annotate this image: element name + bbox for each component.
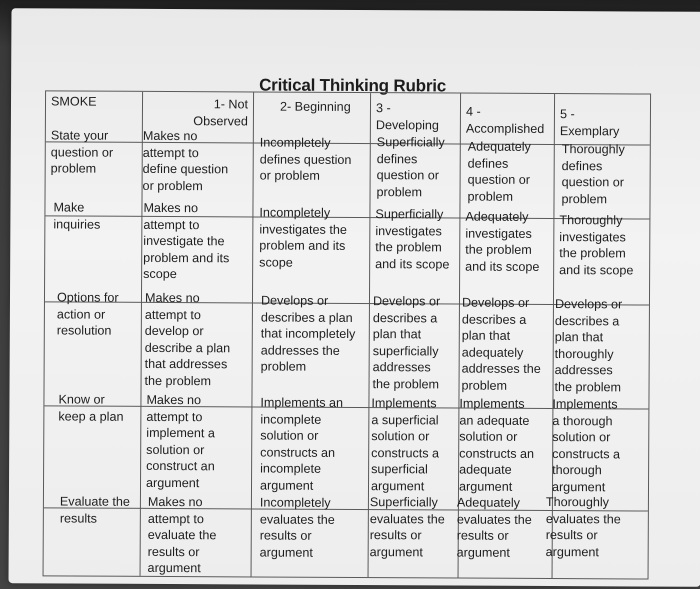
header-smoke: SMOKE — [50, 94, 97, 109]
row-label: Make inquiries — [53, 200, 101, 232]
table-frame — [43, 90, 652, 579]
row-cell: Incompletely evaluates the results or argument — [259, 495, 335, 560]
row-cell: Develops or describes a plan that incompletely addresses the problem — [260, 293, 356, 375]
row-cell: Makes no attempt to develop or describe a plan that addresses the problem — [144, 290, 231, 389]
row-cell: Superficially investigates the problem and its scope — [375, 207, 450, 272]
row-cell: Implements a thorough solution or constructs a thorough argument — [551, 397, 621, 495]
header-exemplary: 5 - Exemplary — [559, 107, 620, 138]
rubric-title: Critical Thinking Rubric — [259, 75, 447, 96]
row-cell: Implements an incomplete solution or constructs an incomplete argument — [259, 395, 344, 493]
row-cell: Adequately defines question or problem — [467, 139, 531, 204]
row-cell: Makes no attempt to define question or problem — [142, 128, 229, 193]
rubric-table — [43, 74, 652, 579]
row-cell: Makes no attempt to investigate the problem and its scope — [143, 200, 230, 282]
row-cell: Adequately evaluates the results or argument — [456, 495, 532, 560]
row-cell: Thoroughly investigates the problem and its scope — [559, 213, 634, 278]
header-not-observed: 1- Not Observed — [193, 97, 249, 129]
row-cell: Develops or describes a plan that superficially addresses the problem — [372, 294, 441, 392]
row-cell: Incompletely investigates the problem and its scope — [259, 205, 347, 270]
row-cell: Incompletely defines question or problem — [259, 135, 352, 183]
row-label: Options for action or resolution — [56, 290, 119, 338]
row-cell: Makes no attempt to evaluate the results or argument — [147, 494, 217, 576]
row-cell: Implements an adequate solution or constructs an adequate argument — [458, 396, 535, 494]
row-cell: Adequately investigates the problem and its scope — [465, 209, 540, 274]
row-cell: Thoroughly defines question or problem — [561, 142, 625, 207]
header-beginning: 2- Beginning — [279, 99, 351, 114]
header-developing: 3 - Developing — [375, 101, 439, 133]
row-cell: Superficially defines question or problem — [376, 135, 445, 200]
row-label: Evaluate the results — [59, 494, 130, 526]
row-cell: Develops or describes a plan that thoroughly addresses the problem — [554, 297, 623, 395]
row-label: State your question or problem — [50, 128, 114, 176]
col-divider — [251, 92, 255, 576]
row-cell: Thoroughly evaluates the results or argument — [545, 494, 621, 560]
row-cell: Implements a superficial solution or constructs a superficial argument — [370, 396, 440, 494]
row-label: Know or keep a plan — [58, 392, 124, 424]
header-accomplished: 4 - Accomplished — [465, 104, 545, 136]
row-cell: Makes no attempt to implement a solution or construct an argument — [145, 392, 215, 491]
row-cell: Superficially evaluates the results or argument — [369, 495, 445, 560]
paper-sheet — [8, 8, 700, 587]
row-cell: Develops or describes a plan that adequately addresses the problem — [461, 295, 541, 393]
